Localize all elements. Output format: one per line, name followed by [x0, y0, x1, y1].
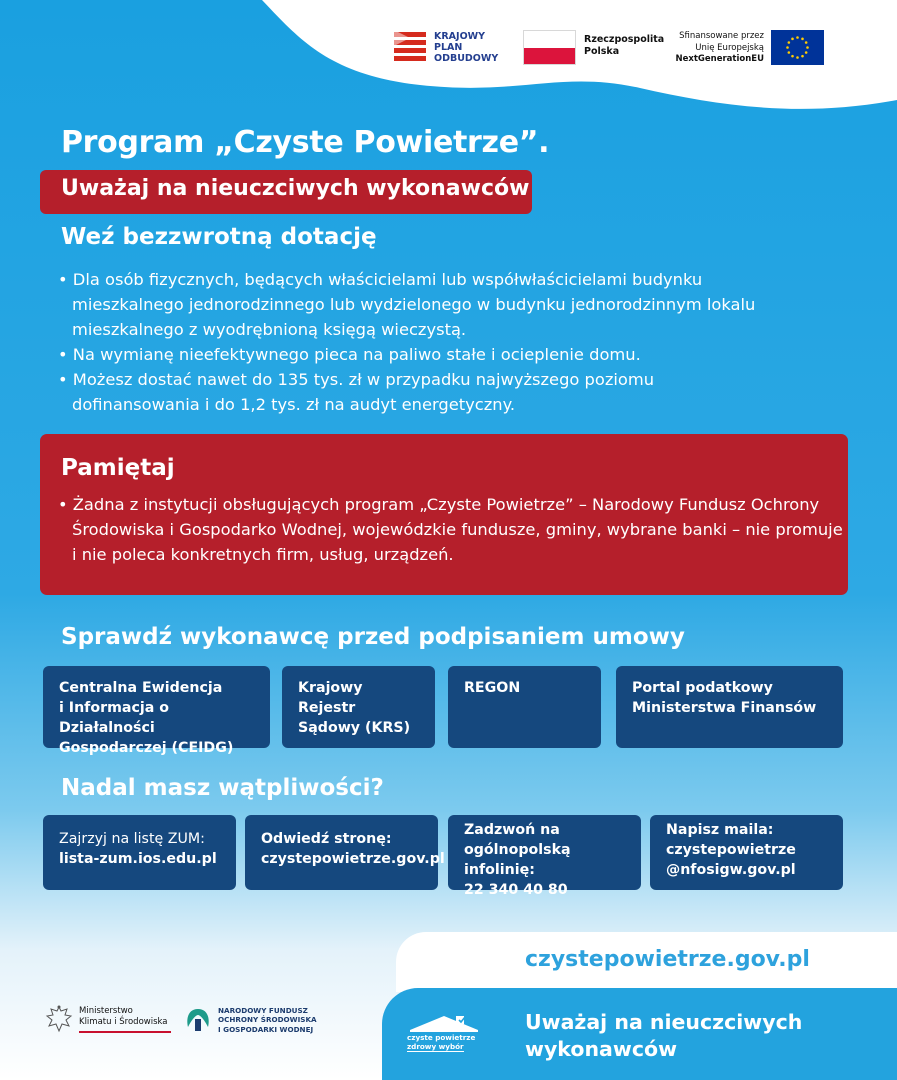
doubt-heading: Nadal masz wątpliwości? [61, 775, 384, 801]
warning-text: Uważaj na nieuczciwych wykonawców [61, 176, 530, 201]
czyste-powietrze-logo-text: czyste powietrze zdrowy wybór [407, 1033, 476, 1051]
card-hotline [448, 815, 641, 898]
card-ceidg: Centralna Ewidencja i Informacja o Działalności Gospodarczej (CEIDG) [43, 666, 270, 748]
kpo-logo-text: KRAJOWY PLAN ODBUDOWY [434, 30, 499, 64]
check-heading: Sprawdź wykonawcę przed podpisaniem umowy [61, 624, 685, 650]
card-zum-value[interactable]: lista-zum.ios.edu.pl [59, 851, 217, 867]
eu-star [796, 56, 799, 59]
page-title: Program „Czyste Powietrze”. [61, 125, 550, 160]
nfosigw-emblem-icon [184, 1005, 212, 1035]
card-zum-label: Zajrzyj na listę ZUM: [59, 831, 205, 847]
eu-star [801, 55, 804, 58]
remember-heading: Pamiętaj [61, 455, 175, 481]
footer-website-link[interactable]: czystepowietrze.gov.pl [525, 947, 810, 972]
ministry-logo-text: Ministerstwo Klimatu i Środowiska [79, 1004, 171, 1033]
card-website-value[interactable]: czystepowietrze.gov.pl [261, 851, 445, 867]
kpo-logo [394, 30, 498, 64]
kpo-emblem-icon [394, 30, 426, 64]
grant-bullets [58, 267, 778, 417]
grant-bullet-2: • Na wymianę nieefektywnego pieca na paliwo stałe i ocieplenie domu. [58, 345, 641, 364]
eu-star [805, 51, 808, 54]
grant-bullet-3: • Możesz dostać nawet do 135 tys. zł w przypadku najwyższego poziomu dofinansowania i do 1,2 tys. zł na audyt energetyczny. [58, 370, 655, 414]
card-hotline-value[interactable]: 22 340 40 80 [464, 882, 568, 898]
eu-funding-text: Sfinansowane przez Unię Europejską NextGenerationEU [675, 31, 764, 64]
eu-star [791, 38, 794, 41]
eu-flag-icon [771, 30, 824, 65]
polish-eagle-icon [45, 1004, 73, 1034]
eu-star [788, 41, 791, 44]
eu-star [805, 41, 808, 44]
rp-logo-text: Rzeczpospolita Polska [584, 34, 665, 57]
card-hotline-label: Zadzwoń na ogólnopolską infolinię: [464, 822, 571, 878]
eu-star [806, 46, 809, 49]
eu-star [796, 36, 799, 39]
card-website [245, 815, 445, 890]
card-zum-list [43, 815, 236, 890]
eu-star [801, 38, 804, 41]
grant-bullet-1: • Dla osób fizycznych, będących właścicielami lub współwłaścicielami budynku mieszkalnego jednorodzinnego lub wydzielonego w budynku jednorodzinnym lokalu mieszkalnego z wyodrębnioną księgą wieczystą. [58, 270, 756, 339]
grant-heading: Weź bezzwrotną dotację [61, 224, 377, 250]
card-email [650, 815, 843, 890]
card-krs: Krajowy Rejestr Sądowy (KRS) [282, 666, 435, 748]
remember-body [58, 492, 848, 567]
eu-star [788, 51, 791, 54]
card-regon: REGON [448, 666, 601, 748]
remember-bullet: • Żadna z instytucji obsługujących program „Czyste Powietrze” – Narodowy Fundusz Ochrony Środowiska i Gospodarko Wodnej, wojewódzkie fundusze, gminy, wybrane banki – nie promuje i nie poleca konkretnych firm, usług, urządzeń. [58, 495, 843, 564]
footer-slogan: Uważaj na nieuczciwych wykonawców [525, 1010, 803, 1061]
eu-star [786, 46, 789, 49]
eu-star [791, 55, 794, 58]
polish-flag-icon [523, 30, 576, 65]
nfosigw-logo-text: NARODOWY FUNDUSZ OCHRONY ŚRODOWISKA I GOSPODARKI WODNEJ [218, 1005, 317, 1034]
card-tax-portal: Portal podatkowy Ministerstwa Finansów [616, 666, 843, 748]
card-email-value[interactable]: czystepowietrze @nfosigw.gov.pl [666, 842, 796, 878]
ministry-logo [45, 1004, 171, 1034]
nfosigw-logo [184, 1005, 317, 1035]
card-email-label: Napisz maila: [666, 822, 774, 838]
card-website-label: Odwiedź stronę: [261, 831, 392, 847]
